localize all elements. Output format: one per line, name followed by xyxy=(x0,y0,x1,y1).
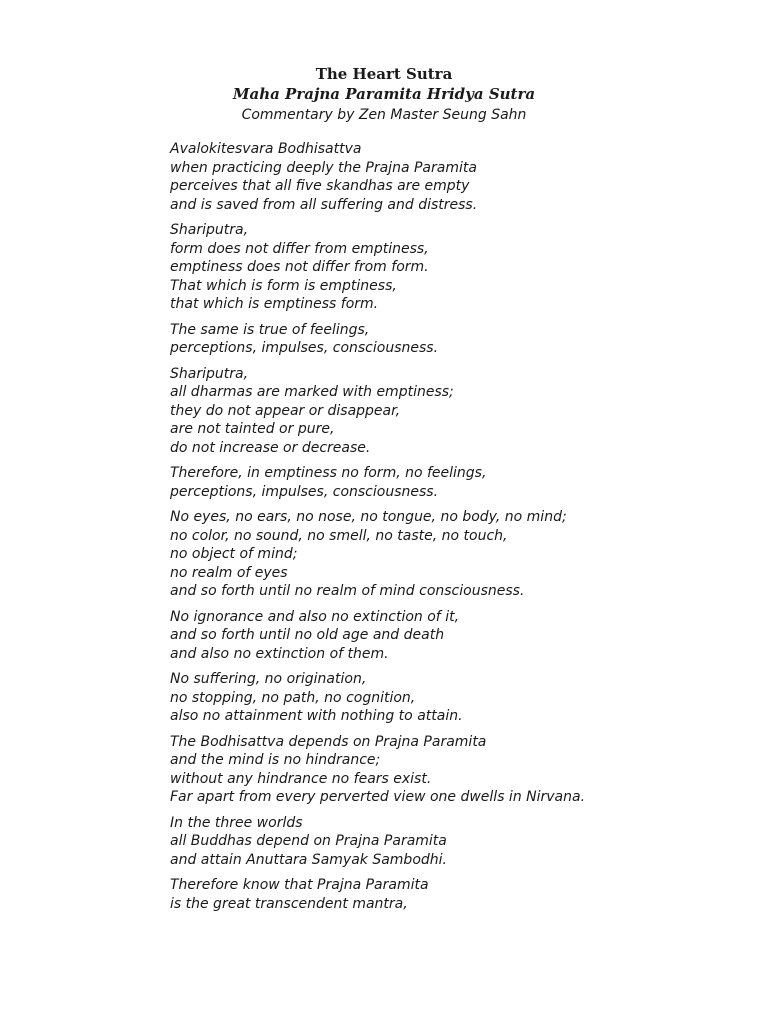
verse-line: all Buddhas depend on Prajna Paramita xyxy=(170,833,447,849)
sutra-verses xyxy=(170,140,760,920)
verse-line: form does not differ from emptiness, xyxy=(170,240,429,257)
verse-line: and so forth until no realm of mind consciousness. xyxy=(170,583,525,599)
verse-line: are not tainted or pure, xyxy=(170,421,335,437)
verse-line: all dharmas are marked with emptiness; xyxy=(170,384,454,400)
verse-line: is the great transcendent mantra, xyxy=(170,895,408,912)
verse-line: and the mind is no hindrance; xyxy=(170,752,381,768)
verse-line: emptiness does not differ from form. xyxy=(170,259,429,275)
verse-line: when practicing deeply the Prajna Paramita xyxy=(170,159,477,176)
verse-line: Avalokitesvara Bodhisattva xyxy=(170,141,362,157)
verse-line: Shariputra, xyxy=(170,365,249,382)
verse-line: and so forth until no old age and death xyxy=(170,627,445,643)
verse-line: and is saved from all suffering and distress. xyxy=(170,196,478,213)
verse-line: and also no extinction of them. xyxy=(170,645,389,662)
verse-line: Shariputra, xyxy=(170,222,249,238)
verse-line: No ignorance and also no extinction of it, xyxy=(170,608,460,625)
stanza xyxy=(170,608,760,664)
verse-line: also no attainment with nothing to attain. xyxy=(170,708,463,724)
verse-line: In the three worlds xyxy=(170,814,303,831)
verse-line: perceptions, impulses, consciousness. xyxy=(170,340,439,356)
verse-line: Therefore, in emptiness no form, no feelings, xyxy=(170,465,487,481)
verse-line: they do not appear or disappear, xyxy=(170,402,401,419)
verse-line: The Bodhisattva depends on Prajna Paramita xyxy=(170,733,487,750)
verse-line: that which is emptiness form. xyxy=(170,296,379,312)
stanza xyxy=(170,814,760,870)
verse-line: That which is form is emptiness, xyxy=(170,277,397,294)
stanza xyxy=(170,508,760,601)
verse-line: No suffering, no origination, xyxy=(170,671,367,687)
stanza xyxy=(170,876,760,913)
document-subtitle: Maha Prajna Paramita Hridya Sutra xyxy=(232,85,536,103)
stanza xyxy=(170,464,760,501)
document-byline: Commentary by Zen Master Seung Sahn xyxy=(241,107,527,123)
stanza xyxy=(170,670,760,726)
verse-line: do not increase or decrease. xyxy=(170,439,371,456)
document-title: The Heart Sutra xyxy=(315,65,453,83)
stanza xyxy=(170,733,760,807)
verse-line: no object of mind; xyxy=(170,546,298,562)
verse-line: no stopping, no path, no cognition, xyxy=(170,689,416,706)
verse-line: Far apart from every perverted view one dwells in Nirvana. xyxy=(170,789,586,805)
verse-line: without any hindrance no fears exist. xyxy=(170,770,432,787)
verse-line: perceptions, impulses, consciousness. xyxy=(170,483,439,500)
verse-line: and attain Anuttara Samyak Sambodhi. xyxy=(170,851,447,868)
stanza xyxy=(170,221,760,314)
verse-line: no color, no sound, no smell, no taste, no touch, xyxy=(170,527,508,544)
document-header xyxy=(0,64,768,125)
stanza xyxy=(170,365,760,458)
verse-line: perceives that all five skandhas are empty xyxy=(170,178,470,194)
stanza xyxy=(170,321,760,358)
verse-line: No eyes, no ears, no nose, no tongue, no body, no mind; xyxy=(170,509,567,525)
verse-line: no realm of eyes xyxy=(170,564,288,581)
verse-line: Therefore know that Prajna Paramita xyxy=(170,877,429,893)
verse-line: The same is true of feelings, xyxy=(170,321,370,338)
stanza xyxy=(170,140,760,214)
